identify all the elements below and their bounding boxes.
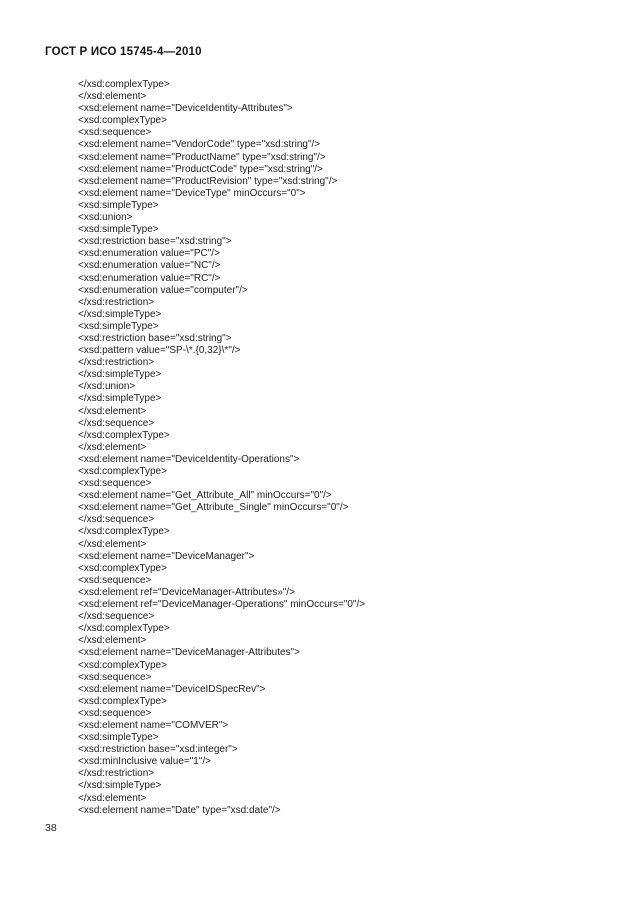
code-line: </xsd:restriction> <box>78 357 155 369</box>
code-line: <xsd:element name="DeviceIDSpecRev"> <box>78 683 266 695</box>
code-line: <xsd:union> <box>78 212 133 224</box>
code-line: <xsd:element name="DeviceManager"> <box>78 550 255 562</box>
code-line: <xsd:element name="Date" type="xsd:date"/> <box>78 804 281 816</box>
code-line: </xsd:element> <box>78 635 147 647</box>
code-line: <xsd:complexType> <box>78 466 167 477</box>
code-line: </xsd:element> <box>78 792 147 804</box>
code-line: <xsd:sequence> <box>78 127 152 139</box>
code-line: <xsd:pattern value="SP-\*.{0,32}\*"/> <box>78 345 241 357</box>
code-line: <xsd:simpleType> <box>78 224 159 236</box>
code-line: </xsd:sequence> <box>78 514 155 526</box>
code-line: </xsd:complexType> <box>78 623 170 635</box>
code-line: <xsd:element name="DeviceType" minOccurs="0"> <box>78 187 306 199</box>
code-line: </xsd:complexType> <box>78 526 170 538</box>
code-line: <xsd:sequence> <box>78 478 152 490</box>
code-line: </xsd:element> <box>78 538 147 550</box>
code-line: <xsd:simpleType> <box>78 732 159 744</box>
code-line: <xsd:enumeration value="NC"/> <box>78 260 221 272</box>
code-line: <xsd:sequence> <box>78 707 152 719</box>
code-line: </xsd:simpleType> <box>78 369 162 381</box>
xsd-code-block <box>78 79 365 817</box>
code-line: </xsd:sequence> <box>78 417 155 429</box>
code-line: <xsd:restriction base="xsd:integer"> <box>78 744 238 756</box>
code-line: </xsd:complexType> <box>78 429 170 441</box>
code-line: <xsd:enumeration value="PC"/> <box>78 248 220 260</box>
code-line: <xsd:element name="Get_Attribute_All" minOccurs="0"/> <box>78 490 332 502</box>
code-line: <xsd:element name="DeviceManager-Attributes"> <box>78 647 300 659</box>
code-line: <xsd:sequence> <box>78 574 152 586</box>
code-line: <xsd:complexType> <box>78 562 167 574</box>
code-line: </xsd:union> <box>78 381 136 393</box>
code-line: <xsd:minInclusive value="1"/> <box>78 756 212 768</box>
code-line: <xsd:element name="COMVER"> <box>78 719 229 731</box>
code-line: <xsd:element name="DeviceIdentity-Attributes"> <box>78 103 293 115</box>
code-line: <xsd:complexType> <box>78 659 167 671</box>
code-line: <xsd:element name="ProductName" type="xsd:string"/> <box>78 151 326 163</box>
code-line: <xsd:element name="ProductRevision" type="xsd:string"/> <box>78 175 338 187</box>
code-line: </xsd:complexType> <box>78 79 170 90</box>
code-line: </xsd:element> <box>78 405 147 417</box>
code-line: <xsd:restriction base="xsd:string"> <box>78 236 232 248</box>
code-line: <xsd:element name="Get_Attribute_Single" minOccurs="0"/> <box>78 502 349 514</box>
code-line: <xsd:enumeration value="RC"/> <box>78 272 221 284</box>
code-line: <xsd:element name="DeviceIdentity-Operations"> <box>78 453 300 465</box>
code-line: <xsd:restriction base="xsd:string"> <box>78 332 232 344</box>
code-line: <xsd:sequence> <box>78 671 152 683</box>
code-line: <xsd:element name="VendorCode" type="xsd:string"/> <box>78 139 321 151</box>
code-line: <xsd:complexType> <box>78 115 167 127</box>
code-line: </xsd:simpleType> <box>78 308 162 320</box>
code-line: </xsd:restriction> <box>78 768 155 780</box>
document-header-title: ГОСТ Р ИСО 15745-4—2010 <box>45 46 202 58</box>
code-line: <xsd:element ref="DeviceManager-Operations" minOccurs="0"/> <box>78 599 366 611</box>
code-line: </xsd:element> <box>78 441 147 453</box>
code-line: <xsd:simpleType> <box>78 199 159 211</box>
code-line: <xsd:complexType> <box>78 695 167 707</box>
page-number: 38 <box>45 822 57 834</box>
code-line: </xsd:element> <box>78 91 147 103</box>
code-line: </xsd:simpleType> <box>78 393 162 405</box>
code-line: </xsd:restriction> <box>78 296 155 308</box>
code-line: <xsd:element name="ProductCode" type="xsd:string"/> <box>78 163 323 175</box>
code-line: </xsd:sequence> <box>78 611 155 623</box>
code-line: <xsd:element ref="DeviceManager-Attributes»"/> <box>78 586 295 598</box>
code-line: </xsd:simpleType> <box>78 780 162 792</box>
code-line: <xsd:simpleType> <box>78 320 159 332</box>
code-line: <xsd:enumeration value="computer"/> <box>78 284 248 296</box>
